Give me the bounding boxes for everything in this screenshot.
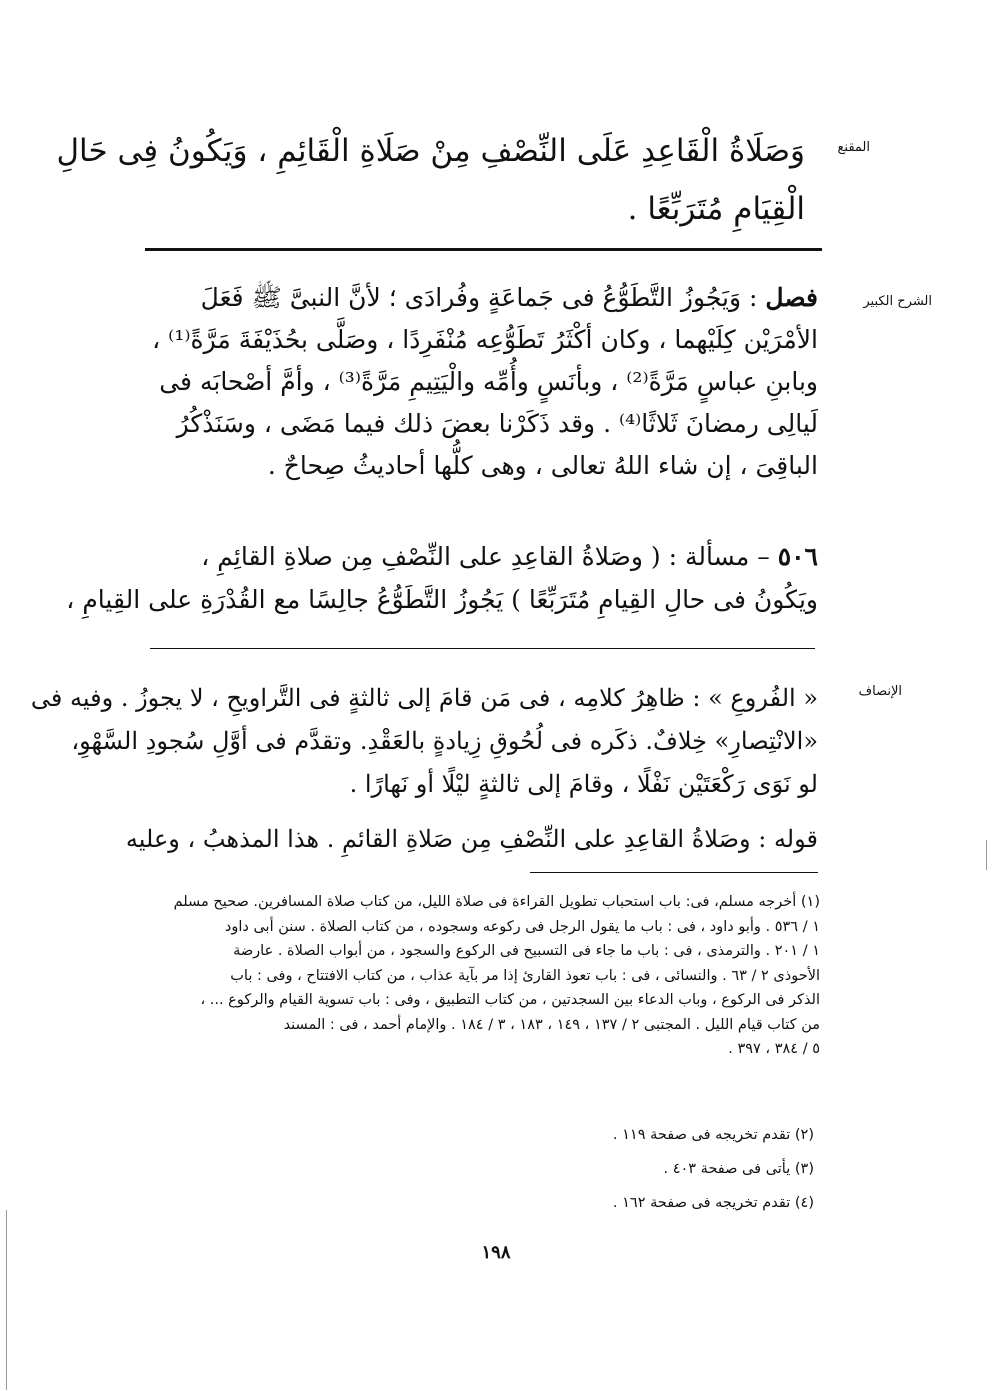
masala-text bbox=[66, 535, 818, 621]
sharh-line: وبابنِ عباسٍ مَرَّةً⁽²⁾ ، وبأنَسٍ وأُمِّه والْيَتِيمِ مَرَّةً⁽³⁾ ، وأمَّ أصْحابَه فى bbox=[159, 367, 818, 396]
sharh-line-text: : وَيَجُوزُ التَّطَوُّعُ فى جَماعَةٍ وفُرادَى ؛ لأنَّ النبىَّ ﷺ فَعَلَ bbox=[200, 283, 758, 312]
footnote-line: (١) أخرجه مسلم، فى: باب استحباب تطويل القراءة فى صلاة الليل، من كتاب صلاة المسافرين. صحيح مسلم bbox=[173, 894, 820, 910]
footnote-line: (٢) تقدم تخريجه فى صفحة ١١٩ . bbox=[612, 1127, 814, 1143]
footnote-line: ١ / ٥٣٦ . وأبو داود ، فى : باب ما يقول الرجل فى ركوعه وسجوده ، من كتاب الصلاة . سنن أبى داود bbox=[224, 918, 820, 935]
footnote-line: الأحوذى ٢ / ٦٣ . والنسائى ، فى : باب تعوذ القارئ إذا مر بآية عذاب ، من كتاب الافتتاح ، وفى : باب bbox=[230, 967, 820, 984]
sharh-line: لَيالِى رمضانَ ثَلاثًا⁽⁴⁾ . وقد ذَكَرْنا بعضَ ذلك فيما مَضَى ، وسَنَذْكُرُ bbox=[176, 409, 818, 438]
sharh-text bbox=[140, 277, 818, 487]
footnote-main bbox=[118, 890, 820, 1062]
page-number: ١٩٨ bbox=[481, 1242, 511, 1263]
qawluh-line: قوله : وصَلاةُ القاعِدِ على النِّصْفِ مِن صَلاةِ القائمِ . هذا المذهبُ ، وعليه bbox=[125, 825, 818, 853]
footnote-line: (٣) يأتى فى صفحة ٤٠٣ . bbox=[663, 1161, 814, 1177]
insaf-line: «الانْتِصارِ» خِلافٌ. ذكَره فى لُحُوقِ زِيادةٍ بالعَقْدِ. وتقدَّم فى أوَّلِ سُجودِ السَّهْوِ، bbox=[71, 727, 818, 755]
sharh-label: الشرح الكبير bbox=[863, 294, 932, 309]
fasl-heading: فصل bbox=[765, 283, 818, 312]
scan-edge bbox=[6, 1210, 7, 1390]
masala-line-text: – مسألة : ( وصَلاةُ القاعِدِ على النِّصْفِ مِن صلاةِ القائِمِ ، bbox=[201, 542, 770, 571]
qawluh-text bbox=[125, 818, 818, 861]
masala-line: ويَكُونُ فى حالِ القِيامِ مُتَرَبِّعًا ) يَجُوزُ التَّطَوُّعُ جالِسًا مع القُدْرَةِ على القِيامِ ، bbox=[66, 585, 818, 614]
muqni-label: المقنع bbox=[837, 140, 870, 155]
insaf-label: الإنصاف bbox=[858, 684, 902, 699]
masala-number: ٥٠٦ bbox=[777, 542, 818, 571]
footnote-line: من كتاب قيام الليل . المجتبى ٢ / ١٣٧ ، ١٤٩ ، ١٨٣ ، ٣ / ١٨٤ . والإمام أحمد ، فى : المسند bbox=[283, 1016, 820, 1033]
footnote-divider bbox=[530, 872, 818, 873]
insaf-text bbox=[30, 677, 818, 806]
footnote-line: ٥ / ٣٨٤ ، ٣٩٧ . bbox=[728, 1041, 820, 1057]
muqni-line: وَصَلَاةُ الْقَاعِدِ عَلَى النِّصْفِ مِنْ صَلَاةِ الْقَائِمِ ، وَيَكُونُ فِى حَالِ bbox=[56, 133, 805, 169]
sharh-line: الأمْرَيْن كِلَيْهما ، وكان أكْثَرُ تَطَوُّعِه مُنْفَرِدًا ، وصَلَّى بحُذَيْفَةَ مَرَّةً⁽¹⁾ ، bbox=[152, 325, 818, 354]
insaf-line: لو نَوَى رَكْعَتَيْن نَفْلًا ، وقامَ إلى ثالثةٍ ليْلًا أو نَهارًا . bbox=[349, 770, 818, 798]
masala-line bbox=[140, 535, 818, 578]
footnote-short bbox=[613, 1118, 814, 1220]
scan-edge bbox=[986, 840, 987, 870]
footnote-line: الذكر فى الركوع ، وباب الدعاء بين السجدتين ، من كتاب التطبيق ، وفى : باب تسوية القيام والركوع ... ، bbox=[200, 992, 820, 1008]
section-divider bbox=[145, 248, 822, 251]
insaf-line: « الفُروعِ » : ظاهِرُ كلامِه ، فى مَن قامَ إلى ثالثةٍ فى التَّراويحِ ، لا يجوزُ . وفيه فى bbox=[30, 684, 818, 712]
section-divider bbox=[150, 648, 815, 649]
muqni-line: الْقِيَامِ مُتَرَبِّعًا . bbox=[627, 191, 805, 227]
sharh-line: الباقِىَ ، إن شاء اللهُ تعالى ، وهى كلُّها أحاديثُ صِحاحٌ . bbox=[267, 451, 818, 480]
muqni-text bbox=[56, 122, 805, 238]
footnote-line: ١ / ٢٠١ . والترمذى ، فى : باب ما جاء فى التسبيح فى الركوع والسجود ، من أبواب الصلاة . عارضة bbox=[233, 943, 820, 959]
sharh-line bbox=[140, 277, 818, 319]
footnote-line: (٤) تقدم تخريجه فى صفحة ١٦٢ . bbox=[612, 1195, 814, 1211]
